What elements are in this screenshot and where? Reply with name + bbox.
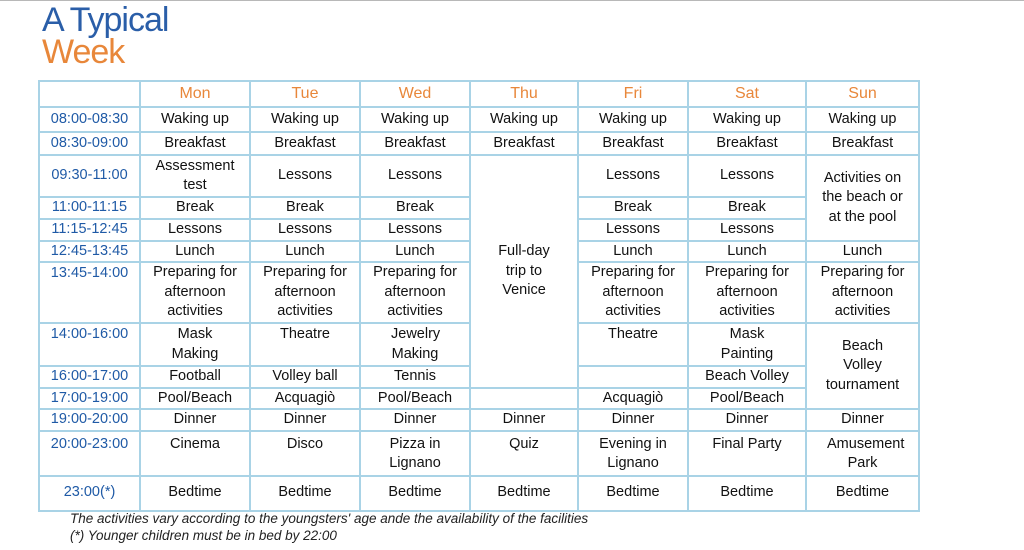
activity-cell: Acquagiò — [578, 388, 688, 410]
activity-cell: Jewelry Making — [360, 323, 470, 366]
activity-cell: Disco — [250, 431, 360, 476]
day-header-wed: Wed — [360, 81, 470, 107]
activity-cell: Pool/Beach — [688, 388, 806, 410]
activity-cell: Theatre — [578, 323, 688, 366]
activity-cell: Lessons — [578, 155, 688, 197]
activity-cell: Pool/Beach — [140, 388, 250, 410]
time-cell: 23:00(*) — [39, 476, 140, 511]
activity-cell: Lunch — [688, 241, 806, 263]
activity-cell: Breakfast — [140, 132, 250, 155]
activity-cell: Breakfast — [688, 132, 806, 155]
activity-cell: Football — [140, 366, 250, 388]
activity-cell: Lessons — [250, 155, 360, 197]
activity-cell: Tennis — [360, 366, 470, 388]
activity-cell: Lessons — [360, 219, 470, 241]
activity-cell: Dinner — [140, 409, 250, 431]
activity-cell: Break — [140, 197, 250, 219]
day-header-tue: Tue — [250, 81, 360, 107]
activity-cell: Cinema — [140, 431, 250, 476]
activity-cell: Lunch — [806, 241, 919, 263]
activity-cell: Preparing for afternoon activities — [140, 262, 250, 323]
activity-cell: Lunch — [360, 241, 470, 263]
activity-cell: Lessons — [140, 219, 250, 241]
activity-cell: Breakfast — [250, 132, 360, 155]
time-cell: 09:30-11:00 — [39, 155, 140, 197]
activity-cell: Mask Painting — [688, 323, 806, 366]
time-cell: 11:00-11:15 — [39, 197, 140, 219]
activity-cell: Dinner — [578, 409, 688, 431]
activity-cell: Break — [578, 197, 688, 219]
activity-cell: Acquagiò — [250, 388, 360, 410]
time-cell: 08:00-08:30 — [39, 107, 140, 132]
time-cell: 14:00-16:00 — [39, 323, 140, 366]
activity-cell: Lessons — [688, 219, 806, 241]
activity-cell: Assessment test — [140, 155, 250, 197]
activity-cell: Lunch — [578, 241, 688, 263]
activity-cell: Lessons — [688, 155, 806, 197]
activity-cell: Dinner — [688, 409, 806, 431]
beach-activities-cell: Activities on the beach or at the pool — [806, 155, 919, 241]
activity-cell: Theatre — [250, 323, 360, 366]
time-cell: 13:45-14:00 — [39, 262, 140, 323]
activity-cell: Preparing for afternoon activities — [250, 262, 360, 323]
footnote-availability: The activities vary according to the youngsters' age ande the availability of the facilities — [70, 511, 589, 526]
activity-cell: Volley ball — [250, 366, 360, 388]
time-cell: 17:00-19:00 — [39, 388, 140, 410]
activity-cell: Lunch — [250, 241, 360, 263]
table-row — [39, 476, 919, 511]
activity-cell: Breakfast — [360, 132, 470, 155]
title-line-2: Week — [42, 33, 125, 71]
day-header-sat: Sat — [688, 81, 806, 107]
table-row — [39, 409, 919, 431]
table-row — [39, 388, 919, 410]
activity-cell: Pool/Beach — [360, 388, 470, 410]
activity-cell: Waking up — [140, 107, 250, 132]
time-cell: 08:30-09:00 — [39, 132, 140, 155]
venice-trip-cell: Full-day trip to Venice — [470, 155, 578, 388]
table-row — [39, 107, 919, 132]
activity-cell: Break — [688, 197, 806, 219]
activity-cell: Dinner — [250, 409, 360, 431]
activity-cell: Bedtime — [470, 476, 578, 511]
activity-cell: Breakfast — [578, 132, 688, 155]
activity-cell: Bedtime — [578, 476, 688, 511]
activity-cell: Dinner — [360, 409, 470, 431]
activity-cell: Breakfast — [806, 132, 919, 155]
activity-cell: Dinner — [806, 409, 919, 431]
day-header-thu: Thu — [470, 81, 578, 107]
day-header-fri: Fri — [578, 81, 688, 107]
time-cell: 20:00-23:00 — [39, 431, 140, 476]
page-title — [42, 1, 169, 71]
activity-cell: Preparing for afternoon activities — [360, 262, 470, 323]
time-cell: 11:15-12:45 — [39, 219, 140, 241]
day-header-sun: Sun — [806, 81, 919, 107]
table-row — [39, 431, 919, 476]
activity-cell: Waking up — [806, 107, 919, 132]
table-row — [39, 155, 919, 197]
day-header-mon: Mon — [140, 81, 250, 107]
activity-cell: Lessons — [250, 219, 360, 241]
activity-cell: Quiz — [470, 431, 578, 476]
activity-cell: Lessons — [578, 219, 688, 241]
time-cell: 12:45-13:45 — [39, 241, 140, 263]
activity-cell: Waking up — [688, 107, 806, 132]
activity-cell — [470, 388, 578, 410]
activity-cell: Breakfast — [470, 132, 578, 155]
activity-cell: Lessons — [360, 155, 470, 197]
time-cell: 19:00-20:00 — [39, 409, 140, 431]
table-row — [39, 132, 919, 155]
activity-cell: Bedtime — [360, 476, 470, 511]
footnote-bedtime: (*) Younger children must be in bed by 22:00 — [70, 528, 337, 543]
activity-cell: Evening in Lignano — [578, 431, 688, 476]
activity-cell: Waking up — [470, 107, 578, 132]
activity-cell: Bedtime — [140, 476, 250, 511]
time-cell: 16:00-17:00 — [39, 366, 140, 388]
activity-cell: Preparing for afternoon activities — [578, 262, 688, 323]
activity-cell: Bedtime — [250, 476, 360, 511]
activity-cell: Waking up — [578, 107, 688, 132]
activity-cell: Break — [250, 197, 360, 219]
activity-cell: Preparing for afternoon activities — [688, 262, 806, 323]
activity-cell: Bedtime — [688, 476, 806, 511]
activity-cell: Bedtime — [806, 476, 919, 511]
corner-cell — [39, 81, 140, 107]
activity-cell: Mask Making — [140, 323, 250, 366]
footnotes — [70, 510, 588, 544]
activity-cell: Final Party — [688, 431, 806, 476]
title-line-1: A Typical — [42, 1, 169, 39]
activity-cell: Lunch — [140, 241, 250, 263]
activity-cell: Dinner — [470, 409, 578, 431]
activity-cell: Beach Volley — [688, 366, 806, 388]
weekly-schedule-table — [38, 80, 920, 512]
activity-cell: Waking up — [250, 107, 360, 132]
activity-cell: Waking up — [360, 107, 470, 132]
activity-cell: Amusement Park — [806, 431, 919, 476]
activity-cell: Preparing for afternoon activities — [806, 262, 919, 323]
activity-cell — [578, 366, 688, 388]
activity-cell: Pizza in Lignano — [360, 431, 470, 476]
activity-cell: Break — [360, 197, 470, 219]
beach-volley-tournament-cell: Beach Volley tournament — [806, 323, 919, 409]
header-row — [39, 81, 919, 107]
